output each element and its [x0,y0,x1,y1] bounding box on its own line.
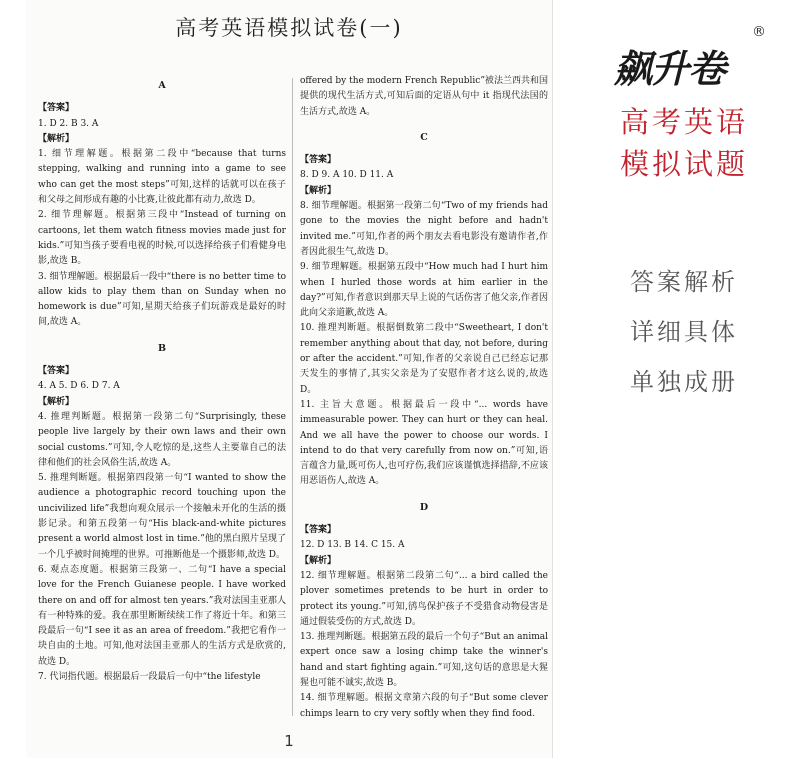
document-page [26,0,553,758]
answer-key: 1. D 2. B 3. A [38,118,99,129]
promo-feature-1: 答案解析 [630,268,738,296]
analysis-item: 12. 细节理解题。根据第二段第二句“... a bird called the plover sometimes pretends to be hurt in order to protect its young.”可知,鸻鸟保护孩子不受猎食动物侵害是通过假装受伤的方式,故选 D。 [300,570,548,627]
answer-key: 8. D 9. A 10. D 11. A [300,170,394,181]
section-heading-b: B [157,342,167,354]
answer-label: 【答案】 [300,155,337,166]
answer-key: 4. A 5. D 6. D 7. A [38,381,120,392]
analysis-item: 9. 细节理解题。根据第五段中“How much had I hurt him when I hurled those words at him earlier in the day?”可知,作者意识到那天早上说的气话伤害了他父亲,作者因此向父亲道歉,故选 A。 [300,262,548,319]
brand-logo: 飙升卷 [614,47,726,91]
analysis-item: 4. 推理判断题。根据第一段第二句“Surprisingly, these people live largely by their own laws and their own social customs.”可知,令人吃惊的是,这些人主要靠自己的法律和他们的社会风俗生活,故选 A。 [38,411,286,468]
answer-label: 【答案】 [300,525,337,536]
analysis-item: 11. 主旨大意题。根据最后一段中“... words have immeasurable power. They can hurt or they can heal. And we all have the power to choose our words. I intend to do that very carefully from now on.”可知,语言蕴含力量,既可伤人,也可疗伤,我们应该谨慎选择措辞,不应该用恶语伤人,故选 A。 [300,399,548,487]
promo-feature-2: 详细具体 [630,318,738,346]
analysis-item: 2. 细节理解题。根据第三段中“Instead of turning on cartoons, let them watch fitness movies made just for kids.”可知当孩子要看电视的时候,可以选择给孩子们看健身电影,故选 B。 [38,210,286,267]
section-heading-d: D [419,501,429,513]
analysis-item: 5. 推理判断题。根据第四段第一句“I wanted to show the audience a photographic record touching upon the uncivilized life”我想向观众展示一个接触未开化的生活的摄影记录。和第五段第一句“His black-and-white pictures present a world almost lost in time.”他的黑白照片呈现了一个几乎被时间掩埋的世界。可推断他是一个摄影师,故选 D。 [38,473,286,560]
section-heading-c: C [420,131,428,143]
analysis-label: 【解析】 [38,396,75,407]
promo-headline-line-2: 模拟试题 [619,147,748,181]
analysis-label: 【解析】 [38,133,75,144]
answer-label: 【答案】 [38,366,75,377]
section-heading-a: A [158,80,166,91]
analysis-item: 1. 细节理解题。根据第二段中“because that turns stepping, walking and running into a game to see who can get the most steps”可知,这样的话就可以在孩子和父母之间形成有趣的小比赛,让彼此都有动力,故选 D。 [38,149,286,206]
registered-mark: ® [752,24,766,40]
analysis-item: 14. 细节理解题。根据文章第六段的句子“But some clever chimps learn to cry very softly when they find food. [300,693,548,719]
right-column [300,74,548,722]
left-column [38,74,286,685]
page-number: 1 [284,732,294,750]
answer-label: 【答案】 [38,103,75,114]
analysis-item: 13. 推理判断题。根据第五段的最后一个句子“But an animal expert once saw a losing chimp take the winner's hand and start fighting again.”可知,这句话的意思是大猩猩也可能不诚实,故选 B。 [300,632,548,688]
analysis-item: 6. 观点态度题。根据第三段第一、二句“I have a special love for the French Guianese people. I have worked there on and off for almost ten years.”我对法国圭亚那人有一种特殊的爱。我在那里断断续续工作了将近十年。和第三段最后一句“I see it as an area of freedom.”我把它看作一块自由的土地。可知,他对法国圭亚那人的生活方式是欣赏的,故选 D。 [38,564,286,667]
promo-feature-3: 单独成册 [630,368,738,396]
column-divider [292,78,293,716]
analysis-label: 【解析】 [300,555,337,566]
analysis-item: 8. 细节理解题。根据第一段第二句“Two of my friends had gone to the movies the night before and hadn't invited me.”可知,作者的两个朋友去看电影没有邀请作者,作者因此很生气,故选 D。 [300,201,548,257]
promo-headline-line-1: 高考英语 [619,105,748,139]
analysis-item: 3. 细节理解题。根据最后一段中“there is no better time to allow kids to play them than on Sunday when no homework is due”可知,星期天给孩子们玩游戏是最好的时间,故选 A。 [38,271,286,328]
analysis-item: 10. 推理判断题。根据倒数第二段中“Sweetheart, I don't remember anything about that day, not before, during or after the accident.”可知,作者的父亲说自己已经忘记那天发生的事情了,其实父亲是为了安慰作者才这么说的,故选 D。 [300,323,548,395]
answer-key: 12. D 13. B 14. C 15. A [300,540,405,551]
page-title: 高考英语模拟试卷(一) [175,16,403,40]
analysis-item: 7. 代词指代题。根据最后一段最后一句中“the lifestyle [38,671,261,682]
analysis-label: 【解析】 [300,185,337,196]
continuation-text: offered by the modern French Republic”被法兰西共和国提供的现代生活方式,可知后面的定语从句中 it 指现代法国的生活方式,故选 A。 [300,76,548,117]
